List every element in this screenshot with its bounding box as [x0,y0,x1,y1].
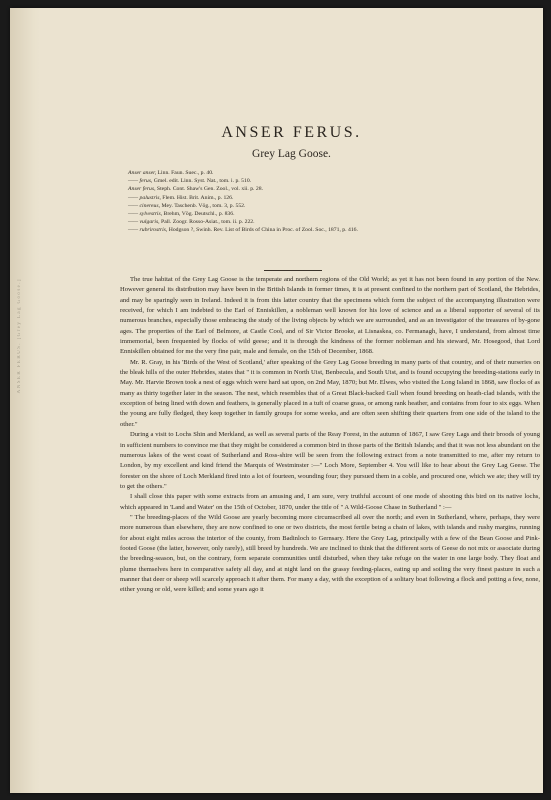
synonym-line [128,194,528,202]
paragraph: I shall close this paper with some extracts from an amusing and, I am sure, very truthful account of one mode of shooting this bird on its native lochs, which appeared in 'Land and Water' on the 15th of October, 1870, under the title of " A Wild-Goose Chase in Sutherland " :— [120,493,540,511]
synonym-line [128,202,528,210]
body-text [120,275,540,596]
synonym-ref: Hodgson ?, Swinh. Rev. List of Birds of China in Proc. of Zool. Soc., 1871, p. 416. [168,227,358,234]
synonym-line [128,218,528,226]
book-page [10,8,543,793]
synonym-line [128,226,528,234]
synonym-line [128,177,528,185]
synonym-line [128,185,528,193]
synonym-name: —— ferus, [128,178,153,185]
synonym-name: —— palustris, [128,194,161,201]
synonym-list [128,169,528,235]
synonym-ref: Flem. Hist. Brit. Anim., p. 126. [162,194,234,201]
synonym-name: —— cinereus, [128,202,161,209]
section-divider [264,270,322,271]
paragraph: The true habitat of the Grey Lag Goose is the temperate and northern regions of the Old World; as yet it has not been found in any portion of the New. However general its distribution may have been in the British Islands in former times, it is at present confined to the northern part of Scotland, the Hebrides, and may be sparingly seen in Ireland. Indeed it is from this latter country that the specimens which form the subject of the accompanying illustration were received, for which I am indebted to the Earl of Enniskillen, a nobleman well known for his love of science and as a liberal supporter of several of its numerous branches, especially those embracing the study of the living objects by which we are surrounded, and as an investigator of the treasures of by-gone ages. The properties of the Earl of Belmore, at Castle Cool, and of Sir Victor Brooke, at Lisnaskea, co. Fermanagh, have, I understand, from almost time immemorial, been frequented by flocks of wild geese; and it is through the kindness of the former nobleman and his steward, Mr. Hosegood, that Lord Enniskillen obtained for me the very fine pair, male and female, on the 15th of December, 1868. [120,276,540,356]
synonym-line [128,210,528,218]
synonym-ref: Mey. Taschenb. Vög., tom. 3, p. 552. [161,202,246,209]
page-subtitle: Grey Lag Goose. [252,148,331,160]
synonym-name: Anser anser, [128,170,157,176]
paragraph: " The breeding-places of the Wild Goose are yearly becoming more circumscribed all over the north; and even in Sutherland, where, perhaps, they were more numerous than elsewhere, they are now confined to one or two districts, the most fertile being a chain of lakes, with islands and rushy margins, running for about eight miles across the interior of the county, from Badinloch to Gernsary. Here the Grey Lag, principally with a few of the Bean Goose and Pink-footed Goose (the latter, however, only rarely), still breed by hundreds. We are inclined to think that the different sorts of Geese do not mix or associate during the breeding-season, but, on the contrary, form separate communities until disturbed, when they take refuge on the water in one large body. They float and plume themselves here in comparative safety all day, and at night land on the grassy feeding-places, eating up and soiling the very finest pasture in such a manner that deer or sheep will scarcely approach it after them. For many a day, with the exception of a solitary boat following a flock and potting a few, none, either young or old, were killed; and some years ago it [120,513,540,594]
synonym-name: —— sylvestris, [128,211,163,218]
spine-text: ANSER FERUS. [Grey Lag Goose.] [17,278,22,394]
synonym-line [128,169,528,177]
page-title: ANSER FERUS. [221,124,362,141]
synonym-ref: Steph. Cont. Shaw's Gen. Zool., vol. xii. p. 28. [156,186,264,193]
paragraph: During a visit to Lochs Shin and Merkland, as well as several parts of the Reay Forest, in the autumn of 1867, I saw Grey Lags and their broods of young in sufficient numbers to convince me that they might be considered a common bird in those parts of the British Islands; and that it was not less abundant on the numerous lakes of the west coast of Sutherland and Ross-shire will be seen from the following extract from a note transmitted to me, after my return to London, by my excellent and kind friend the Marquis of Westminster :—" Loch More, September 4. You will like to hear about the Grey Lag Geese. The forester on the shore of Loch Merkland fired into a lot of fourteen, wounding four; they pursued them in a coble, and procured one, which we ate; they will try to get the others." [120,431,540,490]
synonym-name: Anser ferus, [128,186,156,193]
synonym-name: —— rubrirostris, [128,227,168,234]
synonym-ref: Gmel. edit. Linn. Syst. Nat., tom. i. p. 510. [153,178,252,185]
synonym-ref: Brehm, Vög. Deutschl., p. 836. [163,211,235,218]
page-gutter [10,8,40,793]
synonym-ref: Pall. Zoogr. Rosso-Asiat., tom. ii. p. 222. [161,219,255,226]
synonym-ref: Linn. Faun. Suec., p. 40. [157,170,214,176]
paragraph: Mr. R. Gray, in his 'Birds of the West of Scotland,' after speaking of the Grey Lag Goose breeding in many parts of that country, and of their nurseries on the bleak hills of the outer Hebrides, states that " it is common in North Uist, Benbecula, and South Uist, and is found occupying the breeding-stations early in May. Mr. Harvie Brown took a nest of eggs which were hard sat upon, on 2nd May, 1870; but Mr. Elwes, who visited the Long Island in 1868, saw flocks of as many as thirty together later in the season. The nest, which resembles that of a Great Black-backed Gull when found breeding on heath-clad islands, with the exception of being lined with down and feathers, is generally placed in a tuft of coarse grass, or among rank heather, and contains from four to six eggs. When the young are fully fledged, they keep together in family groups for some weeks, and are often seen shifting their quarters from one side of the island to the other." [120,358,540,428]
synonym-name: —— vulgaris, [128,219,160,226]
